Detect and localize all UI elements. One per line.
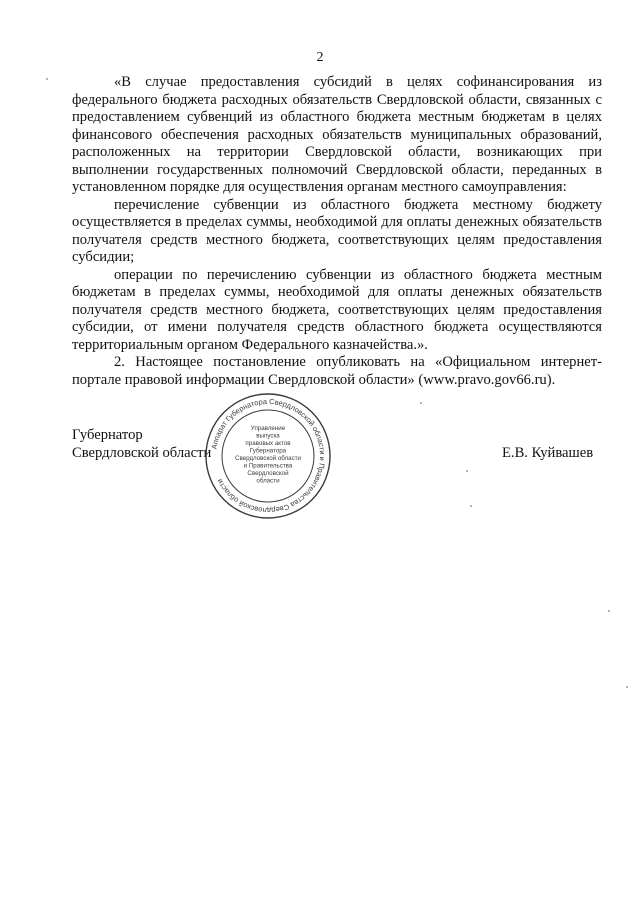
scan-speck xyxy=(466,470,468,472)
seal-inner-line: Свердловской области xyxy=(234,455,302,462)
signature-title-line1: Губернатор xyxy=(72,427,143,443)
seal-inner-line: Управление xyxy=(250,425,286,432)
paragraph-subsidy-intro: «В случае предоставления субсидий в целях софинансирования из федерального бюджета расходных обязательств Свердловской области, связанных с предоставлением субвенций из областного бюджета местным бюджетам в целях финансового обеспечения расходных обязательств муниципальных образований, расположенных на территории Свердловской области, возникающих при выполнении государственных полномочий Свердловской области, переданных в установленном порядке для осуществления органам местного самоуправления: xyxy=(72,74,602,195)
paragraph-transfer-operations: операции по перечислению субвенции из областного бюджета местным бюджетам в пределах суммы, необходимой для оплаты денежных обязательств получателя средств местного бюджета, соответствующих целям предоставления субсидии, от имени получателя средств областного бюджета осуществляются территориальным органом Федерального казначейства.». xyxy=(72,266,602,353)
seal-outer-text: Аппарат Губернатора Свердловской области и Правительства Свердловской области xyxy=(209,396,328,516)
signature-name: Е.В. Куйвашев xyxy=(502,445,594,461)
scan-speck xyxy=(46,78,48,80)
scan-speck xyxy=(470,505,472,507)
seal-inner-line: и Правительства xyxy=(243,462,293,470)
scan-speck xyxy=(608,610,610,612)
paragraph-publication: 2. Настоящее постановление опубликовать на «Официальном интернет-портале правовой информации Свердловской области» (www.pravo.gov66.ru). xyxy=(72,354,602,388)
document-body xyxy=(72,74,602,389)
signature-title xyxy=(72,426,211,462)
seal-inner-line: выпуска xyxy=(256,432,280,440)
seal-inner-line: Губернатора xyxy=(249,447,287,455)
page-number: 2 xyxy=(316,50,324,65)
paragraph-transfer-subvention: перечисление субвенции из областного бюджета местному бюджету осуществляется в пределах суммы, необходимой для оплаты денежных обязательств получателя средств местного бюджета, соответствующих целям предоставления субсидии; xyxy=(72,196,602,265)
scan-speck xyxy=(626,686,628,688)
scan-speck xyxy=(420,402,422,404)
seal-inner-line: Свердловской xyxy=(247,470,289,477)
signature-title-line2: Свердловской области xyxy=(72,445,212,461)
official-seal xyxy=(204,392,332,520)
seal-inner-line: области xyxy=(256,477,280,485)
seal-inner-line: правовых актов xyxy=(245,440,291,447)
seal-inner-text xyxy=(235,425,302,485)
